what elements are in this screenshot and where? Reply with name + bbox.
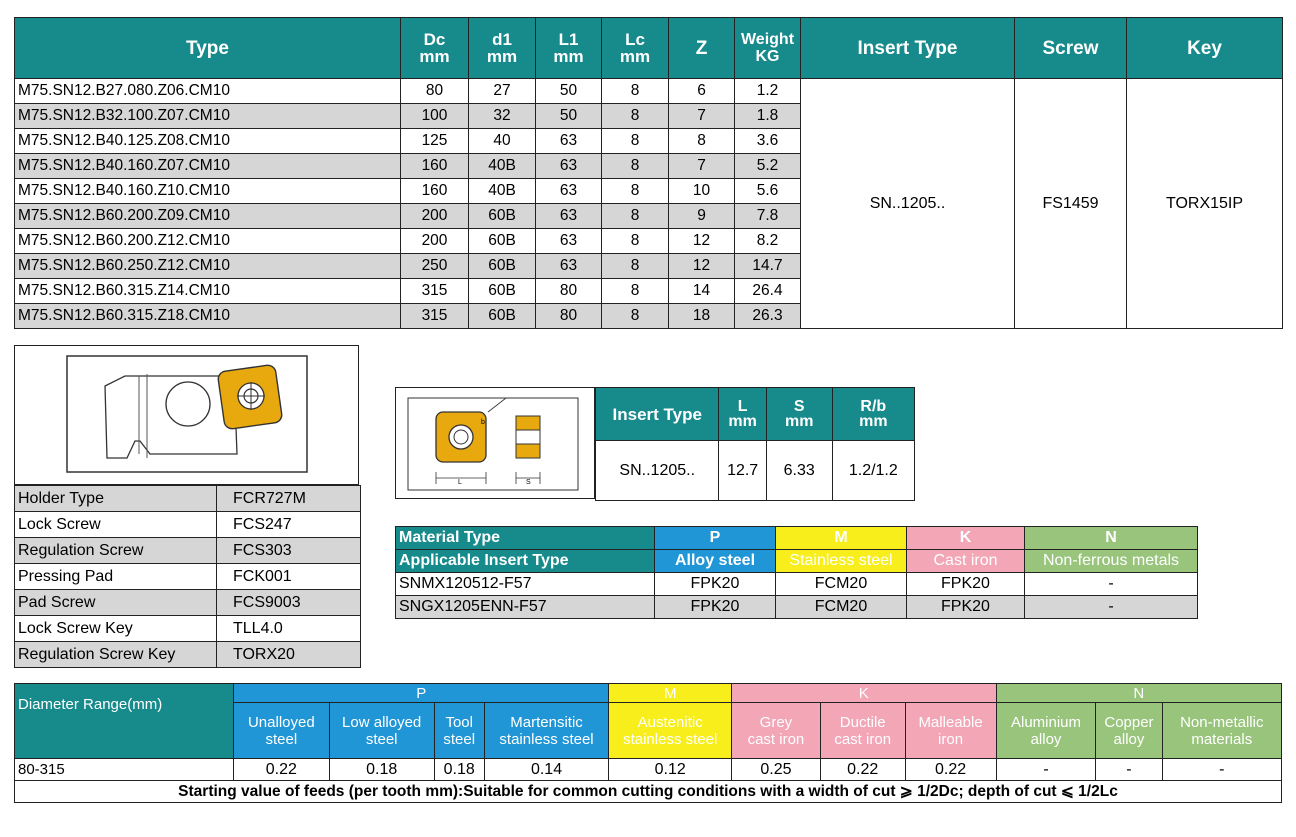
feed-value: 0.22 <box>905 759 996 781</box>
header-insert-type: Insert Type <box>801 18 1015 79</box>
insert-drawing <box>395 387 595 499</box>
feed-group-row <box>15 684 1282 703</box>
feed-group-n: N <box>996 684 1281 703</box>
insert-s-cell: 6.33 <box>766 441 832 501</box>
material-grade-k: FPK20 <box>907 596 1025 619</box>
material-grade-n: - <box>1025 596 1198 619</box>
spec-cell-lc: 8 <box>602 129 669 154</box>
holder-part-row <box>15 564 361 590</box>
holder-part-label: Regulation Screw <box>15 538 217 564</box>
spec-row <box>15 79 1283 104</box>
feed-value: - <box>1162 759 1281 781</box>
spec-cell-z: 12 <box>669 254 735 279</box>
spec-cell-d1: 32 <box>469 104 536 129</box>
tool-spec-table <box>14 17 1283 329</box>
feed-group-k: K <box>731 684 996 703</box>
spec-cell-dc: 100 <box>401 104 469 129</box>
holder-part-value: TORX20 <box>217 642 361 668</box>
material-k-name: Cast iron <box>907 550 1025 573</box>
merged-screw: FS1459 <box>1015 79 1127 329</box>
feed-value: 0.22 <box>820 759 905 781</box>
spec-cell-z: 9 <box>669 204 735 229</box>
material-p-name: Alloy steel <box>655 550 776 573</box>
header-type: Type <box>15 18 401 79</box>
header-screw: Screw <box>1015 18 1127 79</box>
spec-cell-dc: 125 <box>401 129 469 154</box>
holder-parts-table <box>14 485 361 668</box>
spec-cell-type: M75.SN12.B40.160.Z10.CM10 <box>15 179 401 204</box>
holder-part-row <box>15 538 361 564</box>
merged-key: TORX15IP <box>1127 79 1283 329</box>
header-weight: Weight KG <box>735 18 801 79</box>
feed-group-m: M <box>609 684 732 703</box>
insert-rb-cell: 1.2/1.2 <box>832 441 914 501</box>
holder-part-label: Lock Screw Key <box>15 616 217 642</box>
spec-cell-dc: 200 <box>401 229 469 254</box>
feed-value: 0.18 <box>434 759 484 781</box>
spec-cell-type: M75.SN12.B40.160.Z07.CM10 <box>15 154 401 179</box>
spec-cell-dc: 200 <box>401 204 469 229</box>
material-insert-cell: SNGX1205ENN-F57 <box>396 596 655 619</box>
spec-cell-l1: 80 <box>536 279 602 304</box>
spec-cell-dc: 80 <box>401 79 469 104</box>
header-dc: Dc mm <box>401 18 469 79</box>
feed-table <box>14 683 1282 803</box>
spec-cell-d1: 60B <box>469 229 536 254</box>
insert-dimension-table <box>595 387 915 501</box>
spec-cell-lc: 8 <box>602 104 669 129</box>
spec-cell-lc: 8 <box>602 204 669 229</box>
material-grade-p: FPK20 <box>655 596 776 619</box>
spec-cell-weight: 7.8 <box>735 204 801 229</box>
feed-note: Starting value of feeds (per tooth mm):Suitable for common cutting conditions with a width of cut ⩾ 1/2Dc; depth of cut ⩽ 1/2Lc <box>15 781 1282 803</box>
spec-cell-z: 10 <box>669 179 735 204</box>
material-p: P <box>655 527 776 550</box>
spec-cell-type: M75.SN12.B60.200.Z09.CM10 <box>15 204 401 229</box>
holder-part-value: FCS247 <box>217 512 361 538</box>
holder-part-label: Holder Type <box>15 486 217 512</box>
feed-subheader: Ductile cast iron <box>820 703 905 759</box>
holder-part-label: Pad Screw <box>15 590 217 616</box>
spec-cell-d1: 27 <box>469 79 536 104</box>
spec-cell-type: M75.SN12.B60.315.Z18.CM10 <box>15 304 401 329</box>
diameter-range-value: 80-315 <box>15 759 234 781</box>
svg-text:L: L <box>458 479 462 486</box>
spec-cell-dc: 160 <box>401 179 469 204</box>
holder-part-row <box>15 512 361 538</box>
spec-cell-type: M75.SN12.B60.250.Z12.CM10 <box>15 254 401 279</box>
merged-insert-type: SN..1205.. <box>801 79 1015 329</box>
spec-cell-weight: 14.7 <box>735 254 801 279</box>
spec-cell-weight: 1.8 <box>735 104 801 129</box>
spec-cell-z: 14 <box>669 279 735 304</box>
feed-value: - <box>1096 759 1162 781</box>
spec-cell-type: M75.SN12.B32.100.Z07.CM10 <box>15 104 401 129</box>
spec-cell-z: 7 <box>669 154 735 179</box>
spec-cell-type: M75.SN12.B60.200.Z12.CM10 <box>15 229 401 254</box>
holder-part-value: FCS303 <box>217 538 361 564</box>
feed-value: 0.22 <box>234 759 329 781</box>
feed-note-row <box>15 781 1282 803</box>
spec-cell-d1: 60B <box>469 254 536 279</box>
insert-header-type: Insert Type <box>596 388 719 441</box>
spec-cell-lc: 8 <box>602 179 669 204</box>
material-grade-p: FPK20 <box>655 573 776 596</box>
spec-cell-weight: 26.4 <box>735 279 801 304</box>
spec-cell-d1: 60B <box>469 204 536 229</box>
holder-part-value: FCS9003 <box>217 590 361 616</box>
feed-subheader: Grey cast iron <box>731 703 820 759</box>
holder-part-row <box>15 590 361 616</box>
insert-type-cell: SN..1205.. <box>596 441 719 501</box>
material-row-2 <box>396 550 1198 573</box>
insert-header-row <box>596 388 915 441</box>
spec-cell-z: 6 <box>669 79 735 104</box>
spec-cell-l1: 63 <box>536 229 602 254</box>
spec-cell-type: M75.SN12.B40.125.Z08.CM10 <box>15 129 401 154</box>
spec-cell-z: 7 <box>669 104 735 129</box>
spec-cell-lc: 8 <box>602 229 669 254</box>
material-n: N <box>1025 527 1198 550</box>
feed-subheader: Copper alloy <box>1096 703 1162 759</box>
material-grade-m: FCM20 <box>776 596 907 619</box>
feed-value: 0.25 <box>731 759 820 781</box>
feed-subheader: Malleable iron <box>905 703 996 759</box>
spec-cell-type: M75.SN12.B27.080.Z06.CM10 <box>15 79 401 104</box>
spec-cell-dc: 315 <box>401 304 469 329</box>
header-lc: Lc mm <box>602 18 669 79</box>
applicable-insert-label: Applicable Insert Type <box>396 550 655 573</box>
holder-part-value: FCK001 <box>217 564 361 590</box>
header-row <box>15 18 1283 79</box>
header-l1: L1 mm <box>536 18 602 79</box>
feed-value: - <box>996 759 1096 781</box>
svg-text:S: S <box>526 479 531 486</box>
spec-cell-d1: 40B <box>469 179 536 204</box>
insert-header-l: L mm <box>719 388 766 441</box>
material-grade-k: FPK20 <box>907 573 1025 596</box>
material-data-row <box>396 573 1198 596</box>
material-n-name: Non-ferrous metals <box>1025 550 1198 573</box>
spec-cell-z: 18 <box>669 304 735 329</box>
spec-cell-lc: 8 <box>602 304 669 329</box>
spec-cell-lc: 8 <box>602 79 669 104</box>
spec-cell-d1: 60B <box>469 304 536 329</box>
material-insert-cell: SNMX120512-F57 <box>396 573 655 596</box>
holder-part-row <box>15 486 361 512</box>
spec-cell-d1: 40B <box>469 154 536 179</box>
material-m: M <box>776 527 907 550</box>
material-grade-n: - <box>1025 573 1198 596</box>
holder-part-value: FCR727M <box>217 486 361 512</box>
feed-subheader: Tool steel <box>434 703 484 759</box>
header-d1: d1 mm <box>469 18 536 79</box>
spec-cell-l1: 63 <box>536 129 602 154</box>
spec-cell-l1: 63 <box>536 179 602 204</box>
feed-subheader: Austenitic stainless steel <box>609 703 732 759</box>
spec-cell-d1: 60B <box>469 279 536 304</box>
feed-subheader: Unalloyed steel <box>234 703 329 759</box>
material-k: K <box>907 527 1025 550</box>
spec-cell-l1: 80 <box>536 304 602 329</box>
spec-cell-lc: 8 <box>602 154 669 179</box>
spec-cell-l1: 50 <box>536 79 602 104</box>
insert-header-s: S mm <box>766 388 832 441</box>
spec-cell-dc: 315 <box>401 279 469 304</box>
spec-cell-weight: 3.6 <box>735 129 801 154</box>
insert-l-cell: 12.7 <box>719 441 766 501</box>
insert-icon <box>396 388 596 500</box>
spec-cell-z: 8 <box>669 129 735 154</box>
spec-cell-dc: 250 <box>401 254 469 279</box>
feed-subheader: Aluminium alloy <box>996 703 1096 759</box>
material-m-name: Stainless steel <box>776 550 907 573</box>
holder-part-row <box>15 616 361 642</box>
diameter-range-label: Diameter Range(mm) <box>15 684 234 759</box>
feed-subheader: Low alloyed steel <box>329 703 434 759</box>
holder-drawing <box>14 345 359 485</box>
spec-cell-l1: 63 <box>536 154 602 179</box>
spec-cell-type: M75.SN12.B60.315.Z14.CM10 <box>15 279 401 304</box>
feed-group-p: P <box>234 684 609 703</box>
spec-cell-l1: 63 <box>536 204 602 229</box>
holder-part-value: TLL4.0 <box>217 616 361 642</box>
material-table <box>395 526 1198 619</box>
spec-cell-dc: 160 <box>401 154 469 179</box>
feed-subheader: Martensitic stainless steel <box>484 703 609 759</box>
spec-cell-weight: 1.2 <box>735 79 801 104</box>
feed-values-row <box>15 759 1282 781</box>
header-z: Z <box>669 18 735 79</box>
insert-header-rb: R/b mm <box>832 388 914 441</box>
spec-cell-d1: 40 <box>469 129 536 154</box>
spec-cell-z: 12 <box>669 229 735 254</box>
spec-cell-lc: 8 <box>602 279 669 304</box>
holder-part-row <box>15 642 361 668</box>
material-type-label: Material Type <box>396 527 655 550</box>
svg-text:b: b <box>481 419 485 426</box>
feed-value: 0.18 <box>329 759 434 781</box>
spec-cell-weight: 5.6 <box>735 179 801 204</box>
header-key: Key <box>1127 18 1283 79</box>
spec-cell-weight: 5.2 <box>735 154 801 179</box>
spec-cell-lc: 8 <box>602 254 669 279</box>
spec-cell-weight: 8.2 <box>735 229 801 254</box>
holder-part-label: Pressing Pad <box>15 564 217 590</box>
spec-cell-l1: 50 <box>536 104 602 129</box>
feed-value: 0.12 <box>609 759 732 781</box>
spec-cell-weight: 26.3 <box>735 304 801 329</box>
holder-part-label: Regulation Screw Key <box>15 642 217 668</box>
material-data-row <box>396 596 1198 619</box>
insert-row <box>596 441 915 501</box>
feed-value: 0.14 <box>484 759 609 781</box>
holder-icon <box>15 346 360 486</box>
feed-subheader: Non-metallic materials <box>1162 703 1281 759</box>
spec-cell-l1: 63 <box>536 254 602 279</box>
material-row-1 <box>396 527 1198 550</box>
holder-part-label: Lock Screw <box>15 512 217 538</box>
material-grade-m: FCM20 <box>776 573 907 596</box>
